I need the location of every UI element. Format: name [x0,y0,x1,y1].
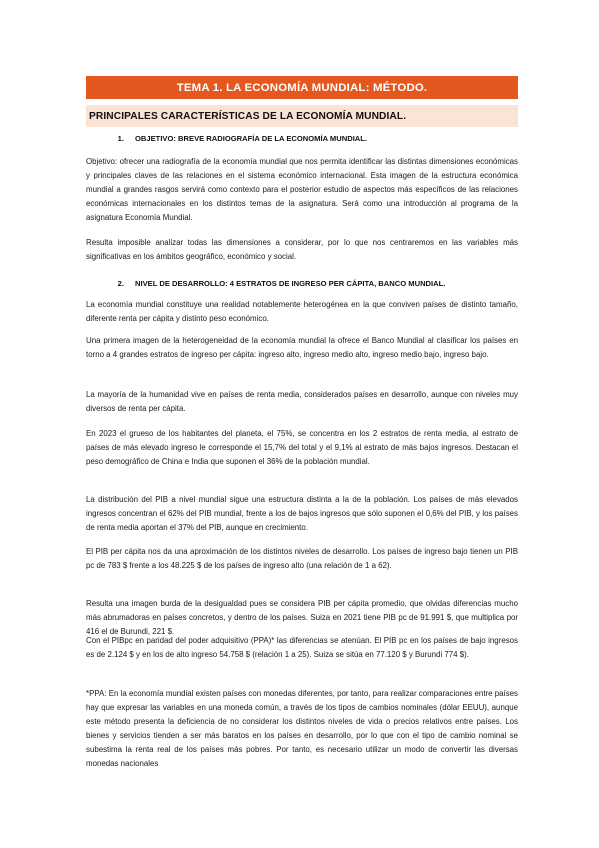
paragraph-desigualdad: Resulta una imagen burda de la desigualdad pues se considera PIB per cápita promedio, que olvidas diferencias mucho más abrumadoras en países concretos, y dentro de los países. Suiza en 2021 tiene PIB pc de 91.991 $, que multiplica por 416 el de Burundi, 221 $. [86,599,518,637]
paragraph-poblacion-2023: En 2023 el grueso de los habitantes del planeta, el 75%, se concentra en los 2 estratos de renta media, al estrato de países de más elevado ingreso le corresponde el 15,7% del total y el 9,1% al estrato de más bajos ingresos. Destacan el peso demográfico de China e India que suponen el 36% de la población mundial. [86,429,518,467]
document-title: TEMA 1. LA ECONOMÍA MUNDIAL: MÉTODO. [86,76,518,99]
heading-2-number: 2. [117,279,124,288]
section-title: PRINCIPALES CARACTERÍSTICAS DE LA ECONOMÍA MUNDIAL. [86,105,518,127]
paragraph-banco-mundial: Una primera imagen de la heterogeneidad de la economía mundial la ofrece el Banco Mundial al clasificar los países en torno a 4 grandes estratos de ingreso per cápita: ingreso alto, ingreso medio alto, ingreso medio bajo, ingreso bajo. [86,336,518,360]
heading-2 [86,279,445,288]
paragraph-objetivo: Objetivo: ofrecer una radiografía de la economía mundial que nos permita identificar las distintas dimensiones económicas y principales claves de las relaciones en el sistema económico internacional. Esta imagen de la estructura económica mundial a grandes rasgos servirá como contexto para el posterior estudio de aspectos más específicos de las relaciones económicas internacionales en los distintos temas de la asignatura. Será como una introducción al programa de la asignatura Economía Mundial. [86,157,518,223]
paragraph-renta-media: La mayoría de la humanidad vive en países de renta media, considerados países en desarrollo, aunque con niveles muy diversos de renta per cápita. [86,390,518,414]
paragraph-pib-per-capita: El PIB per cápita nos da una aproximación de los distintos niveles de desarrollo. Los países de ingreso bajo tienen un PIB pc de 783 $ frente a los 48.225 $ de los países de ingreso alto (una relación de 1 a 62). [86,547,518,571]
heading-2-text: NIVEL DE DESARROLLO: 4 ESTRATOS DE INGRESO PER CÁPITA, BANCO MUNDIAL. [135,279,446,288]
heading-1-text: OBJETIVO: BREVE RADIOGRAFÍA DE LA ECONOMÍA MUNDIAL. [135,134,368,143]
heading-1-number: 1. [117,134,124,143]
paragraph-heterogenea: La economía mundial constituye una realidad notablemente heterogénea en la que conviven países de distinto tamaño, diferente renta per cápita y distinto peso económico. [86,300,518,324]
paragraph-ppa: Con el PIBpc en paridad del poder adquisitivo (PPA)* las diferencias se atenúan. El PIB pc en los países de bajo ingresos es de 2.124 $ y en los de alto ingreso 54.758 $ (relación 1 a 25). Suiza se sitúa en 77.120 $ y Burundi 774 $). [86,636,518,660]
heading-1 [86,134,367,143]
paragraph-nota-ppa: *PPA: En la economía mundial existen países con monedas diferentes, por tanto, para realizar comparaciones entre países hay que expresar las variables en una moneda común, a través de los tipos de cambios nominales (dólar EEUU), aunque este método presenta la deficiencia de no considerar los distintos niveles de vida o precios relativos entre países. Los bienes y servicios tienden a ser más baratos en los países en desarrollo, por lo que con el tipo de cambio nominal se subestima la renta real de los países más pobres. Por tanto, es necesario utilizar un modo de convertir las diversas monedas nacionales [86,689,518,769]
paragraph-dimensiones: Resulta imposible analizar todas las dimensiones a considerar, por lo que nos centraremos en las variables más significativas en los ámbitos geográfico, económico y social. [86,238,518,262]
paragraph-distribucion-pib: La distribución del PIB a nivel mundial sigue una estructura distinta a la de la población. Los países de más elevados ingresos concentran el 62% del PIB mundial, frente a los de bajos ingresos que sólo suponen el 0,6% del PIB, y los países de renta media aportan el 37% del PIB, aunque en crecimiento. [86,495,518,533]
